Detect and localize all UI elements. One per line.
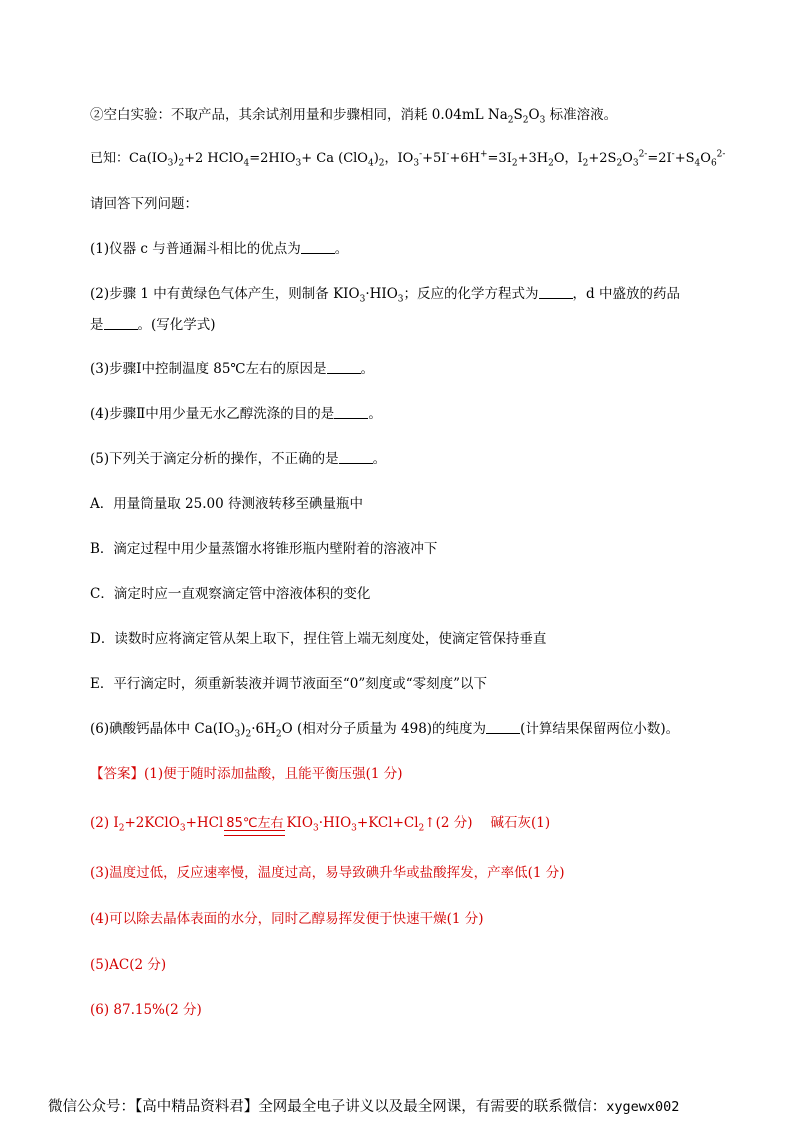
answer-2: (2) $I_2+2KClO_3+HCl$ 85℃左右 $KIO_3\cdot HIO_3+KCl+Cl_2↑(2$ 分) 碱石灰(1) (90, 814, 550, 833)
question-1: (1)仪器 c 与普通漏斗相比的优点为 。 (90, 241, 349, 257)
answer-6: (6) 87.15%(2 分) (90, 1002, 202, 1018)
answer-5: (5)AC(2 分) (90, 957, 167, 973)
option-c: C．滴定时应一直观察滴定管中溶液体积的变化 (90, 586, 371, 602)
answer-blank (539, 285, 573, 299)
answer-4: (4)可以除去晶体表面的水分，同时乙醇易挥发便于快速干燥(1 分) (90, 911, 484, 927)
answer-blank (339, 450, 373, 464)
double-line (224, 830, 285, 836)
answer-blank (327, 360, 361, 374)
answer-blank (301, 240, 335, 254)
option-e: E．平行滴定时，须重新装液并调节液面至“0”刻度或“零刻度”以下 (90, 676, 488, 692)
answer-blank (104, 316, 138, 330)
question-2-line-2: 是 。(写化学式) (90, 317, 216, 333)
reaction-condition: 85℃左右 (224, 815, 285, 833)
question-3: (3)步骤Ⅰ中控制温度 85℃左右的原因是 。 (90, 361, 375, 377)
question-5: (5)下列关于滴定分析的操作，不正确的是 。 (90, 451, 387, 467)
answer-blank (334, 405, 368, 419)
footer-note: 微信公众号：【高中精品资料君】全网最全电子讲义以及最全网课，有需要的联系微信：xygewx002 (48, 1099, 680, 1115)
question-2-line-1: (2)步骤 1 中有黄绿色气体产生，则制备 $KIO_3\cdot HIO_3$；反应的化学方程式为 ，d 中盛放的药品 (90, 286, 680, 305)
option-a: A．用量筒量取 25.00 待测液转移至碘量瓶中 (90, 496, 363, 512)
option-d: D．读数时应将滴定管从架上取下，捏住管上端无刻度处，使滴定管保持垂直 (90, 631, 547, 647)
option-b: B．滴定过程中用少量蒸馏水将锥形瓶内壁附着的溶液冲下 (90, 541, 438, 557)
answer-3: (3)温度过低，反应速率慢，温度过高，易导致碘升华或盐酸挥发，产率低(1 分) (90, 865, 565, 881)
answer-1: 【答案】(1)便于随时添加盐酸，且能平衡压强(1 分) (90, 766, 403, 782)
question-4: (4)步骤Ⅱ中用少量无水乙醇洗涤的目的是 。 (90, 406, 382, 422)
answer-blank (486, 720, 520, 734)
blank-experiment-line: ②空白实验：不取产品，其余试剂用量和步骤相同，消耗 0.04mL $Na_2S_2O_3$ 标准溶液。 (90, 107, 618, 126)
prompt-line: 请回答下列问题： (90, 196, 198, 212)
question-6: (6)碘酸钙晶体中 $Ca(IO_3)_2\cdot 6H_2O$ (相对分子质量为 498)的纯度为 (计算结果保留两位小数)。 (90, 721, 680, 740)
known-reactions-line: 已知：$Ca(IO_3)_2+2$ $HClO_4=2HIO_3+ Ca$ $(ClO_4)_2$，$IO_3^-+5I^-+6H^+=3I_2+3H_2O$，$I_2+2S_2O_3^{2-}=2I^-+S_4O_6^{2-}$ (90, 149, 726, 169)
